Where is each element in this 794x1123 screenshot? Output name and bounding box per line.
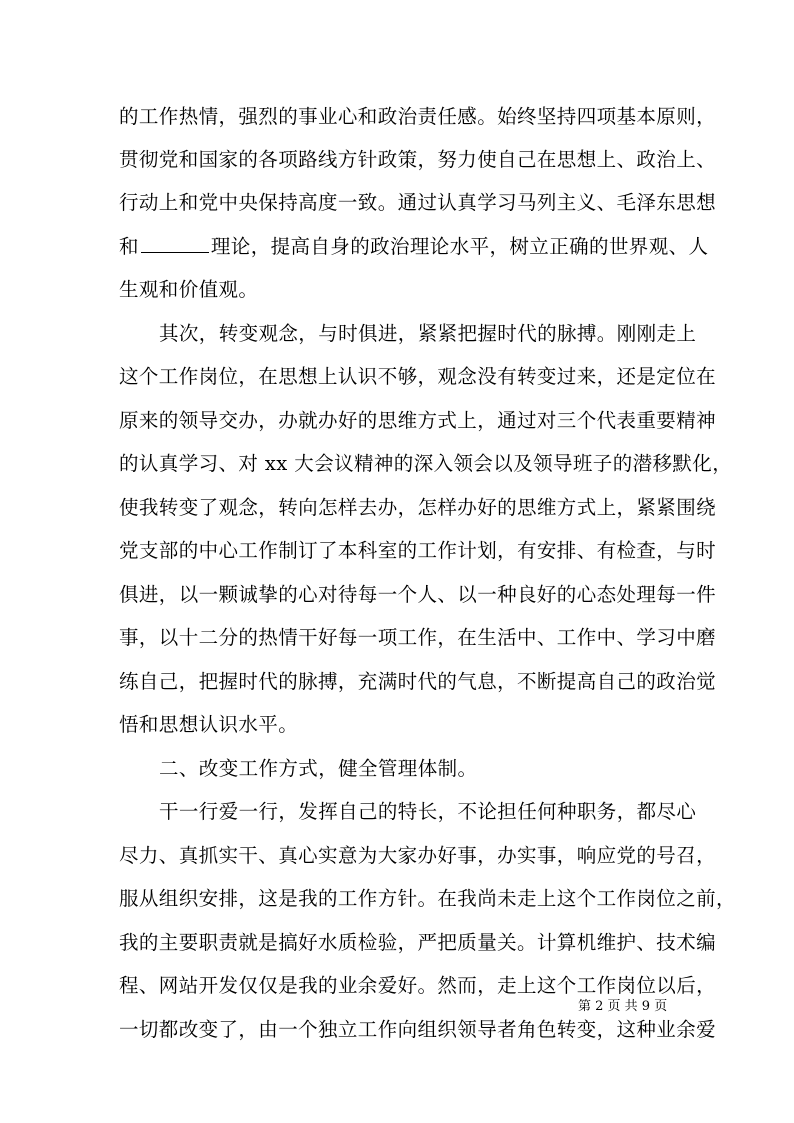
paragraph-line: 使我转变了观念，转向怎样去办，怎样办好的思维方式上，紧紧围绕 xyxy=(119,496,717,519)
paragraph-line: 事，以十二分的热情干好每一项工作，在生活中、工作中、学习中磨 xyxy=(119,626,717,649)
paragraph-line: 党支部的中心工作制订了本科室的工作计划，有安排、有检查，与时 xyxy=(119,539,717,562)
paragraph-line: 练自己，把握时代的脉搏，充满时代的气息，不断提高自己的政治觉 xyxy=(119,670,717,693)
paragraph-line: 的工作热情，强烈的事业心和政治责任感。始终坚持四项基本原则， xyxy=(119,105,717,128)
paragraph-line: 的认真学习、对 xx 大会议精神的深入领会以及领导班子的潜移默化， xyxy=(119,452,733,475)
paragraph-line: 我的主要职责就是搞好水质检验，严把质量关。计算机维护、技术编 xyxy=(119,931,717,954)
paragraph-line: 这个工作岗位，在思想上认识不够，观念没有转变过来，还是定位在 xyxy=(119,365,717,388)
line-prefix: 和 xyxy=(119,235,139,258)
paragraph-line: 贯彻党和国家的各项路线方针政策，努力使自己在思想上、政治上、 xyxy=(119,148,717,171)
paragraph-line: 俱进，以一颗诚挚的心对待每一个人、以一种良好的心态处理每一件 xyxy=(119,583,717,606)
page-number-footer: 第 2 页 共 9 页 xyxy=(578,999,668,1014)
paragraph-first-line: 其次，转变观念，与时俱进，紧紧把握时代的脉搏。刚刚走上 xyxy=(159,322,697,345)
paragraph-line: 一切都改变了，由一个独立工作向组织领导者角色转变，这种业余爱 xyxy=(119,1018,717,1041)
paragraph-line: 悟和思想认识水平。 xyxy=(119,713,299,736)
fill-in-blank xyxy=(141,234,209,253)
paragraph-line: 原来的领导交办，办就办好的思维方式上，通过对三个代表重要精神 xyxy=(119,409,717,432)
section-heading: 二、改变工作方式，健全管理体制。 xyxy=(159,757,478,780)
paragraph-line: 程、网站开发仅仅是我的业余爱好。然而，走上这个工作岗位以后， xyxy=(119,974,717,997)
paragraph-line: 服从组织安排，这是我的工作方针。在我尚未走上这个工作岗位之前， xyxy=(119,887,736,910)
paragraph-line: 行动上和党中央保持高度一致。通过认真学习马列主义、毛泽东思想 xyxy=(119,191,717,214)
line-suffix: 理论，提高自身的政治理论水平，树立正确的世界观、人 xyxy=(210,235,709,258)
paragraph-line: 生观和价值观。 xyxy=(119,278,259,301)
paragraph-line: 尽力、真抓实干、真心实意为大家办好事，办实事，响应党的号召， xyxy=(119,844,717,867)
paragraph-first-line: 干一行爱一行，发挥自己的特长，不论担任何种职务，都尽心 xyxy=(159,800,697,823)
paragraph-line-with-blank xyxy=(119,232,709,262)
